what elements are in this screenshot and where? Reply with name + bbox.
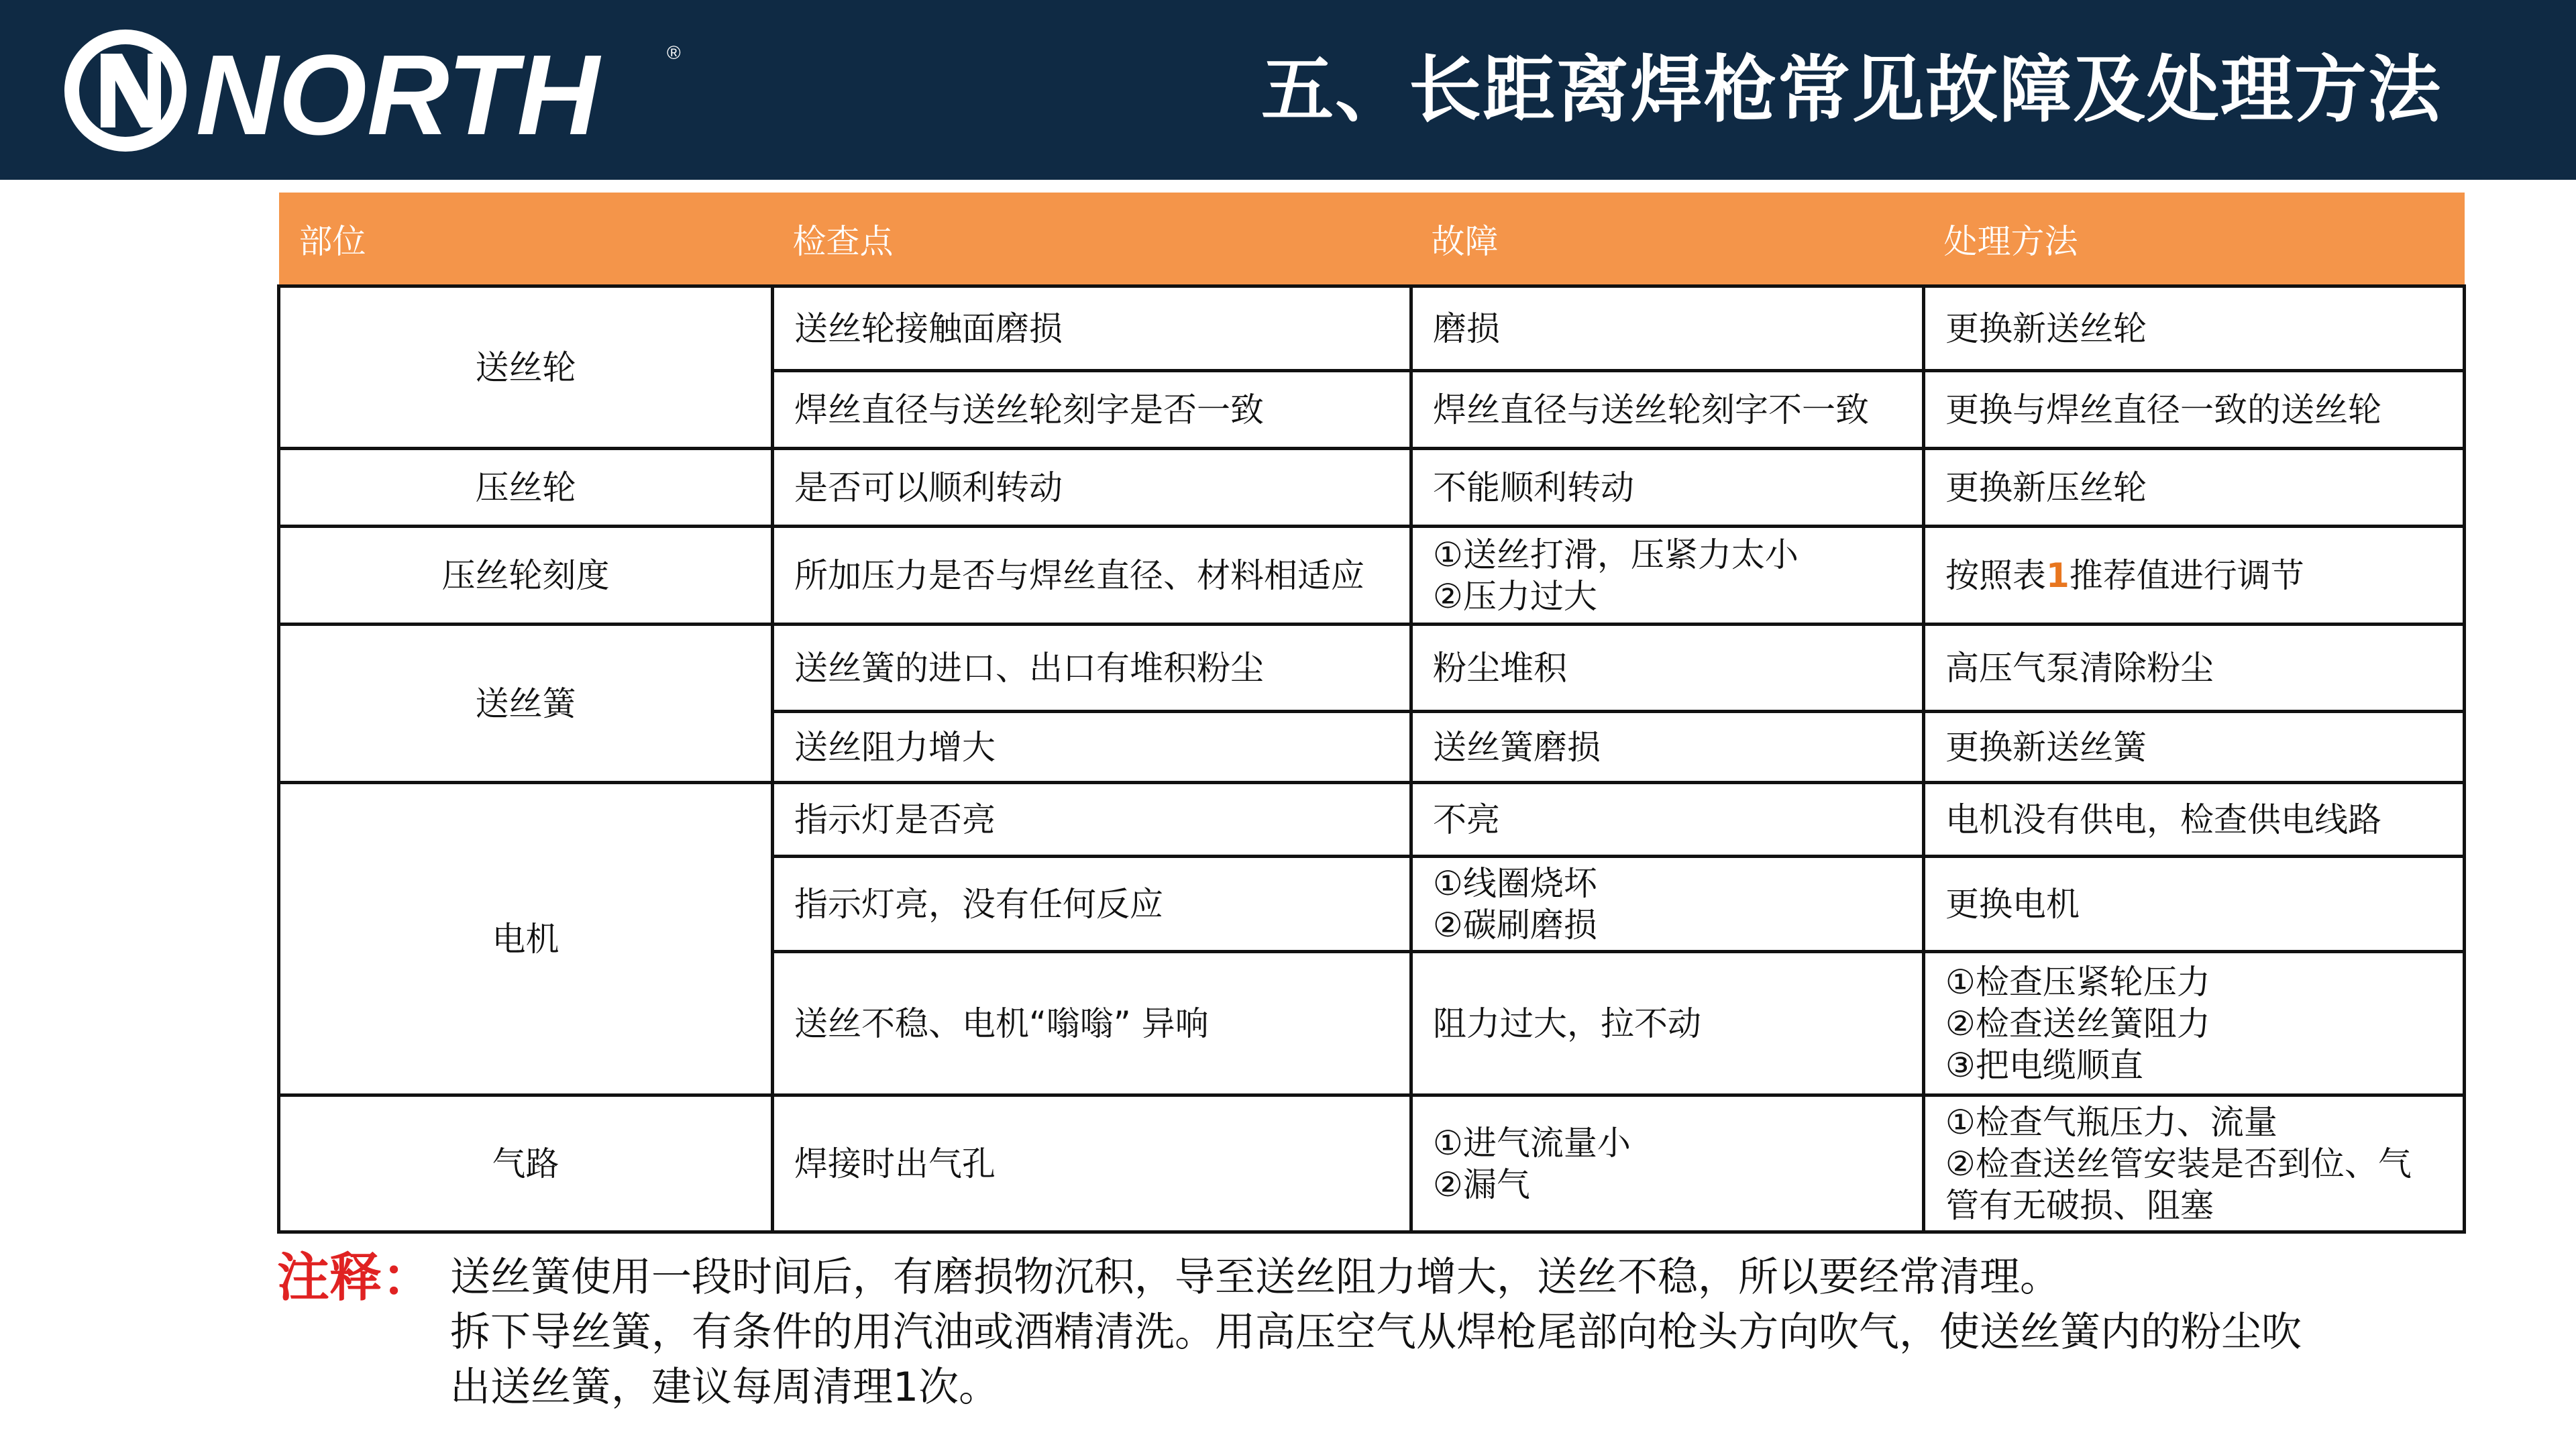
fix-cell — [1924, 952, 2465, 1095]
table-row — [279, 286, 2465, 371]
fault-table — [277, 193, 2466, 1234]
fix-line: ③把电缆顺直 — [1945, 1045, 2143, 1085]
part-cell: 压丝轮刻度 — [279, 527, 773, 625]
page-title: 五、长距离焊枪常见故障及处理方法 — [1260, 48, 2442, 132]
part-cell: 气路 — [279, 1095, 773, 1232]
fix-cell: 更换新送丝簧 — [1924, 712, 2465, 783]
fix-line: ①检查压紧轮压力 — [1945, 962, 2210, 1002]
fix-text: 按照表 — [1945, 555, 2046, 595]
part-cell: 送丝簧 — [279, 625, 773, 783]
table-header-row — [279, 193, 2465, 286]
svg-text:®: ® — [667, 42, 681, 63]
note-label: 注释： — [277, 1248, 435, 1308]
check-cell: 送丝簧的进口、出口有堆积粉尘 — [773, 625, 1411, 712]
table-reference-number: 1 — [2046, 555, 2070, 595]
column-header-fix: 处理方法 — [1924, 193, 2465, 286]
fix-cell — [1924, 527, 2465, 625]
fix-text: 推荐值进行调节 — [2069, 555, 2304, 595]
check-cell: 指示灯是否亮 — [773, 783, 1411, 857]
check-cell: 送丝不稳、电机“嗡嗡” 异响 — [773, 952, 1411, 1095]
header-bar — [0, 0, 2576, 180]
table-row — [279, 1095, 2465, 1232]
part-cell: 压丝轮 — [279, 449, 773, 527]
table-row — [279, 527, 2465, 625]
fix-line: ②检查送丝管安装是否到位、气 — [1945, 1144, 2412, 1183]
fault-cell: 不亮 — [1411, 783, 1924, 857]
table-row — [279, 625, 2465, 712]
fault-cell: 送丝簧磨损 — [1411, 712, 1924, 783]
fault-line: ①送丝打滑，压紧力太小 — [1433, 535, 1799, 574]
fix-cell: 更换新送丝轮 — [1924, 286, 2465, 371]
note-text — [450, 1250, 2463, 1415]
check-cell: 是否可以顺利转动 — [773, 449, 1411, 527]
brand-text: NORTH — [196, 32, 600, 154]
note-line: 送丝簧使用一段时间后，有磨损物沉积，导至送丝阻力增大，送丝不稳，所以要经常清理。 — [450, 1254, 2060, 1301]
note-line: 出送丝簧，建议每周清理1次。 — [450, 1364, 1000, 1411]
north-logo — [62, 27, 686, 154]
column-header-check: 检查点 — [773, 193, 1411, 286]
fault-cell — [1411, 1095, 1924, 1232]
fix-line: 管有无破损、阻塞 — [1945, 1185, 2214, 1225]
fault-cell: 阻力过大，拉不动 — [1411, 952, 1924, 1095]
fault-cell: 磨损 — [1411, 286, 1924, 371]
fault-cell — [1411, 527, 1924, 625]
fix-cell: 电机没有供电，检查供电线路 — [1924, 783, 2465, 857]
part-cell: 电机 — [279, 783, 773, 1095]
note-line: 拆下导丝簧，有条件的用汽油或酒精清洗。用高压空气从焊枪尾部向枪头方向吹气，使送丝簧内的粉尘吹 — [450, 1309, 2302, 1356]
fault-cell: 焊丝直径与送丝轮刻字不一致 — [1411, 371, 1924, 449]
fix-line: ②检查送丝簧阻力 — [1945, 1004, 2210, 1043]
fix-cell: 更换新压丝轮 — [1924, 449, 2465, 527]
check-cell: 焊丝直径与送丝轮刻字是否一致 — [773, 371, 1411, 449]
check-cell: 所加压力是否与焊丝直径、材料相适应 — [773, 527, 1411, 625]
fault-line: ①进气流量小 — [1433, 1123, 1631, 1163]
part-cell: 送丝轮 — [279, 286, 773, 449]
fault-cell — [1411, 857, 1924, 952]
check-cell: 送丝轮接触面磨损 — [773, 286, 1411, 371]
fix-cell — [1924, 1095, 2465, 1232]
check-cell: 焊接时出气孔 — [773, 1095, 1411, 1232]
fix-line: ①检查气瓶压力、流量 — [1945, 1102, 2277, 1142]
check-cell: 送丝阻力增大 — [773, 712, 1411, 783]
fault-line: ②压力过大 — [1433, 576, 1597, 616]
fault-cell: 粉尘堆积 — [1411, 625, 1924, 712]
check-cell: 指示灯亮，没有任何反应 — [773, 857, 1411, 952]
fault-line: ②漏气 — [1433, 1165, 1530, 1204]
fault-cell: 不能顺利转动 — [1411, 449, 1924, 527]
fix-cell: 更换与焊丝直径一致的送丝轮 — [1924, 371, 2465, 449]
fix-cell: 更换电机 — [1924, 857, 2465, 952]
column-header-fault: 故障 — [1411, 193, 1924, 286]
table-row — [279, 449, 2465, 527]
fault-line: ①线圈烧坏 — [1433, 863, 1597, 903]
fix-cell: 高压气泵清除粉尘 — [1924, 625, 2465, 712]
column-header-part: 部位 — [279, 193, 773, 286]
fault-line: ②碳刷磨损 — [1433, 905, 1597, 945]
table-row — [279, 783, 2465, 857]
